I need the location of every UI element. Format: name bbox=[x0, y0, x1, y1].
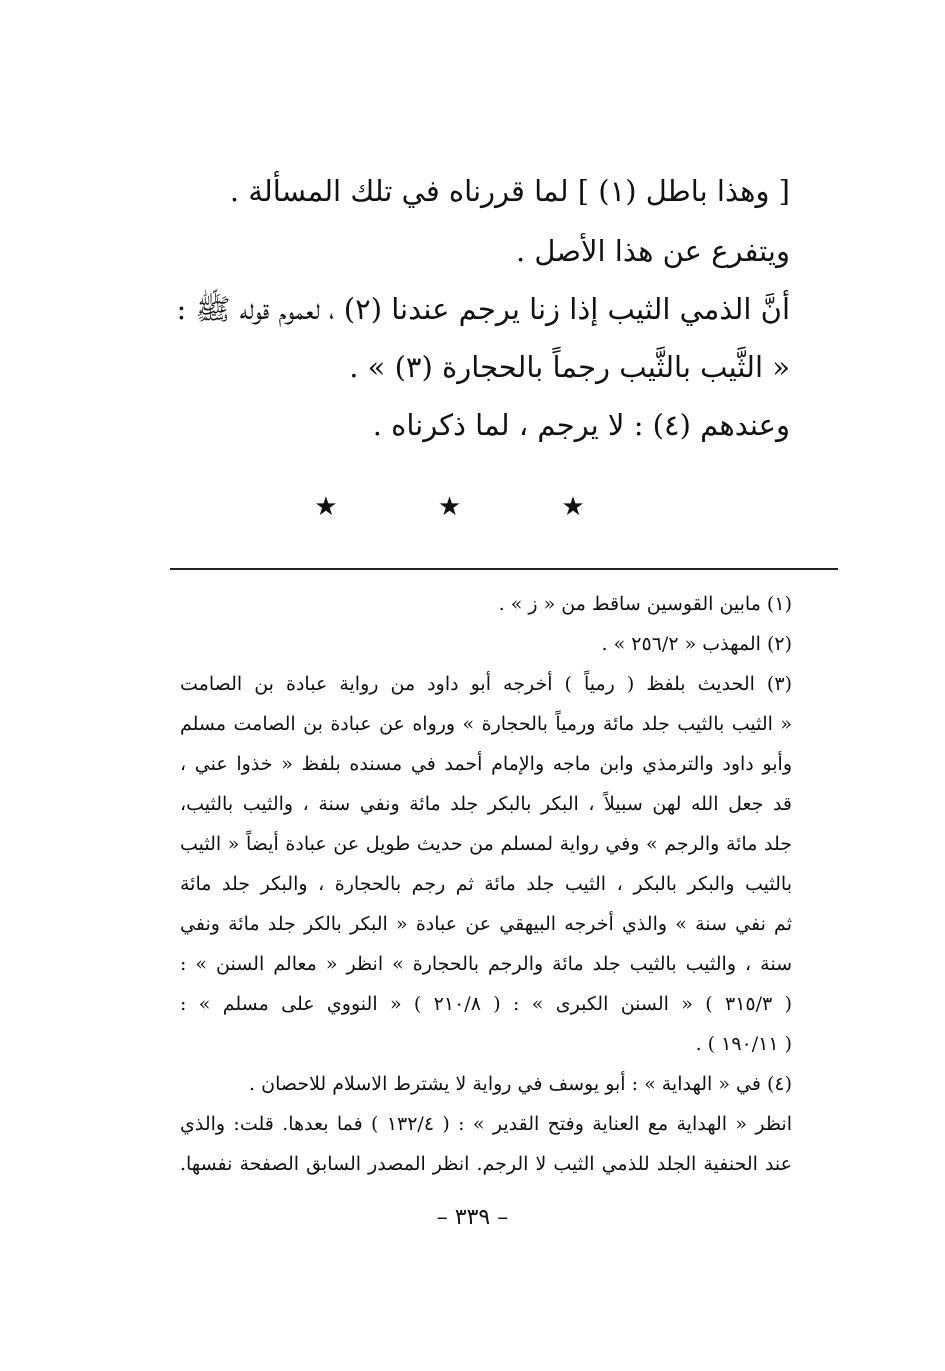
footnote-line: ثم نفي سنة » والذي أخرجه البيهقي عن عبادة « البكر بالكر جلد مائة ونفي bbox=[180, 913, 792, 935]
footnote-line: ( ١٩٠/١١ ) . bbox=[695, 1033, 792, 1055]
section-separator-stars: ★ ★ ★ bbox=[314, 492, 631, 522]
footnote-line: قد جعل الله لهن سبيلاً ، البكر بالبكر جلد مائة ونفي سنة ، والثيب بالثيب، bbox=[180, 793, 792, 815]
footnote-line: (١) مابين القوسين ساقط من « ز » . bbox=[498, 593, 792, 615]
footnote-line: ( ٣١٥/٣ ) « السنن الكبرى » : ( ٢١٠/٨ ) « النووي على مسلم » : bbox=[180, 993, 792, 1015]
footnote-line: سنة ، والثيب بالثيب جلد مائة والرجم بالحجارة » انظر « معالم السنن » : bbox=[180, 953, 792, 975]
footnote-line: انظر « الهداية مع العناية وفتح القدير » : ( ١٣٢/٤ ) فما بعدها. قلت: والذي bbox=[180, 1113, 792, 1135]
main-line: أنَّ الذمي الثيب إذا زنا يرجم عندنا (٢) ، لعموم قوله ﷺ : bbox=[176, 292, 790, 326]
main-text bbox=[170, 160, 790, 454]
footnote-line: « الثيب بالثيب جلد مائة ورمياً بالحجارة » ورواه عن عبادة بن الصامت مسلم bbox=[180, 713, 792, 735]
footnote-line: جلد مائة والرجم » وفي رواية لمسلم من حديث طويل عن عبادة أيضاً « الثيب bbox=[180, 833, 792, 855]
footnotes bbox=[180, 584, 792, 1184]
footnote-line: عند الحنفية الجلد للذمي الثيب لا الرجم. انظر المصدر السابق الصفحة نفسها. bbox=[180, 1153, 792, 1175]
footnote-line: (٣) الحديث بلفظ ( رمياً ) أخرجه أبو داود من رواية عبادة بن الصامت bbox=[180, 673, 792, 695]
page-number: – ٣٣٩ – bbox=[436, 1205, 509, 1230]
footnote-line: بالثيب والبكر بالبكر ، الثيب جلد مائة ثم رجم بالحجارة ، والبكر جلد مائة bbox=[180, 873, 792, 895]
footnote-divider bbox=[170, 568, 838, 570]
main-line: [ وهذا باطل (١) ] لما قررناه في تلك المسألة . bbox=[229, 174, 790, 208]
main-line: ويتفرع عن هذا الأصل . bbox=[515, 234, 790, 268]
footnote-line: (٤) في « الهداية » : أبو يوسف في رواية لا يشترط الاسلام للاحصان . bbox=[249, 1073, 792, 1095]
footnote-line: وأبو داود والترمذي وابن ماجه والإمام أحمد في مسنده بلفظ « خذوا عني ، bbox=[180, 753, 792, 775]
footnote-line: (٢) المهذب « ٢٥٦/٢ » . bbox=[601, 633, 792, 655]
main-line: وعندهم (٤) : لا يرجم ، لما ذكرناه . bbox=[372, 408, 790, 442]
main-line: « الثَّيب بالثَّيب رجماً بالحجارة (٣) » . bbox=[349, 350, 790, 384]
